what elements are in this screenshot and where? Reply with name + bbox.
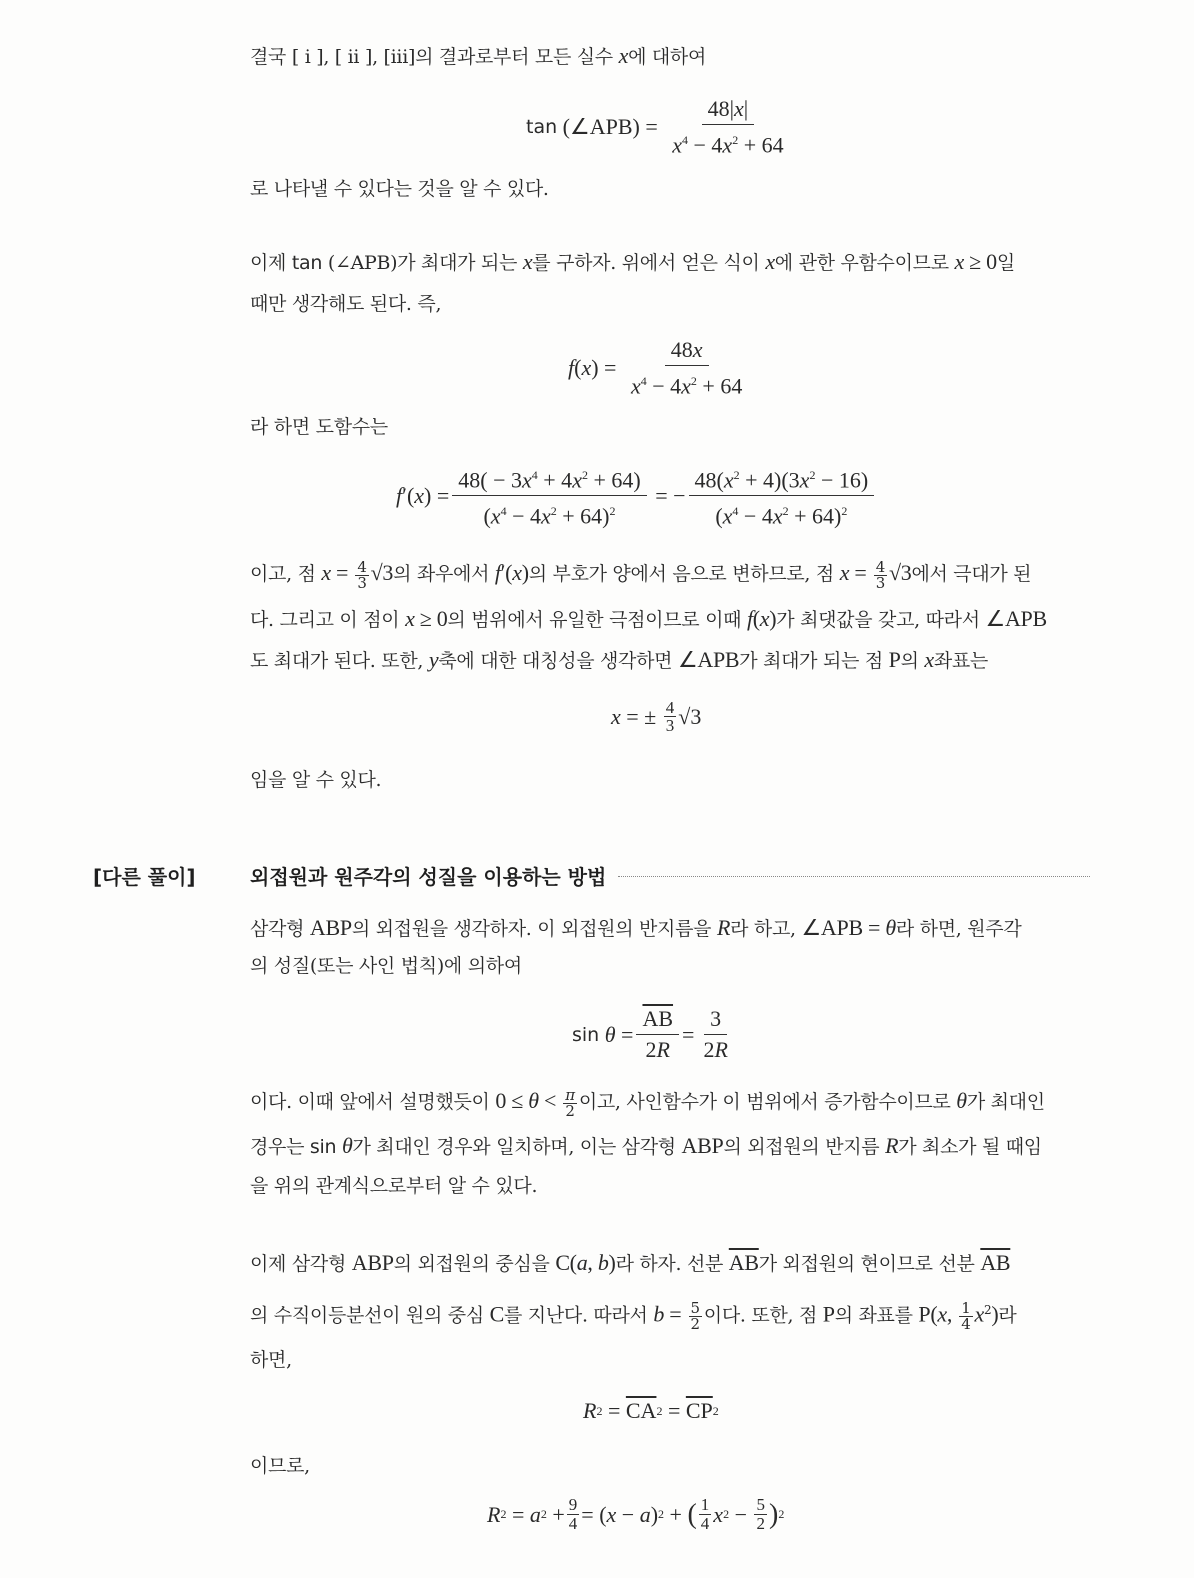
section-heading: 외접원과 원주각의 성질을 이용하는 방법: [250, 865, 607, 889]
text-line-6: 이고, 점 x = $\frac{4}{3}$ √3의 좌우에서 f′(x)의 부호가 양에서 음으로 변하므로, 점 x = $\frac{4}{3}$ √3에서 극대가 된: [250, 557, 1032, 592]
text-line-17: 하면,: [250, 1349, 292, 1371]
equation-sin-theta: sin θ = $\frac{\overline{AB}}{2R}$ = $\frac{3}{2R}$: [572, 1006, 728, 1062]
text-line-15: 이제 삼각형 ABP의 외접원의 중심을 C(a, b)라 하자. 선분 $\overline{AB}$가 외접원의 현이므로 선분 $\overline{AB}$: [250, 1250, 1011, 1275]
equation-r-squared-expanded: R 2 = a 2 + $\frac{9}{4}$ = ( x − a ) 2 + ( $\frac{1}{4}$ x 2 − $\frac{5}{2}$ ) 2: [487, 1495, 785, 1533]
equation-x-value: x = ± $\frac{4}{3}$ √3: [611, 698, 702, 735]
text-line-12: 이다. 이때 앞에서 설명했듯이 0 ≤ θ < $\frac{\pi}{2}$ 이고, 사인함수가 이 범위에서 증가함수이므로 θ가 최대인: [250, 1085, 1045, 1120]
equation-f-prime: f ′( x ) = $\frac{48( - 3x^4 + 4x^2 + 64)}{(x^4 - 4x^2 + 64)^2}$ = − $\frac{48(x^2 + 4)(3x^2 - 16)}{(x^4 - 4x^2 + 64)^2}$: [396, 462, 877, 530]
text-line-8: 도 최대가 된다. 또한, y축에 대한 대칭성을 생각하면 ∠APB가 최대가 되는 점 P의 x좌표는: [250, 647, 988, 672]
text-line-7: 다. 그리고 이 점이 x ≥ 0의 범위에서 유일한 극점이므로 이때 f(x)가 최댓값을 갖고, 따라서 ∠APB: [250, 606, 1047, 631]
equation-tan-apb: tan (∠APB) = $\frac{48|x|}{x^4 - 4x^2 + 64}$: [526, 96, 784, 158]
text-line-11: 의 성질(또는 사인 법칙)에 의하여: [250, 955, 522, 977]
text-line-18: 이므로,: [250, 1455, 310, 1477]
heading-dotted-rule: [618, 876, 1090, 877]
text-line-10: 삼각형 ABP의 외접원을 생각하자. 이 외접원의 반지름을 R라 하고, ∠APB = θ라 하면, 원주각: [250, 915, 1022, 940]
text-line-3: 이제 tan (∠APB)가 최대가 되는 x를 구하자. 위에서 얻은 식이 x에 관한 우함수이므로 x ≥ 0일: [250, 249, 1015, 274]
text-line-13: 경우는 sin θ가 최대인 경우와 일치하며, 이는 삼각형 ABP의 외접원의 반지름 R가 최소가 될 때임: [250, 1133, 1042, 1158]
equation-r-squared: R 2 = $\overline{CA}$ 2 = $\overline{CP}$ 2: [583, 1398, 719, 1423]
text-line-16: 의 수직이등분선이 원의 중심 C를 지난다. 따라서 b = $\frac{5}{2}$ 이다. 또한, 점 P의 좌표를 P(x, $\frac{1}{4}$ $x^2$)라: [250, 1298, 1017, 1333]
text-line-14: 을 위의 관계식으로부터 알 수 있다.: [250, 1175, 538, 1197]
text-line-1: 결국 [ i ], [ ii ], [iii]의 결과로부터 모든 실수 x에 대하여: [250, 43, 707, 68]
text-line-9: 임을 알 수 있다.: [250, 769, 382, 791]
text-line-5: 라 하면 도함수는: [250, 416, 388, 438]
text-line-4: 때만 생각해도 된다. 즉,: [250, 293, 442, 315]
text-line-2: 로 나타낼 수 있다는 것을 알 수 있다.: [250, 178, 549, 200]
alternate-solution-label: [다른 풀이]: [93, 865, 196, 889]
equation-f-x: f ( x ) = $\frac{48x}{x^4 - 4x^2 + 64}$: [568, 337, 743, 399]
